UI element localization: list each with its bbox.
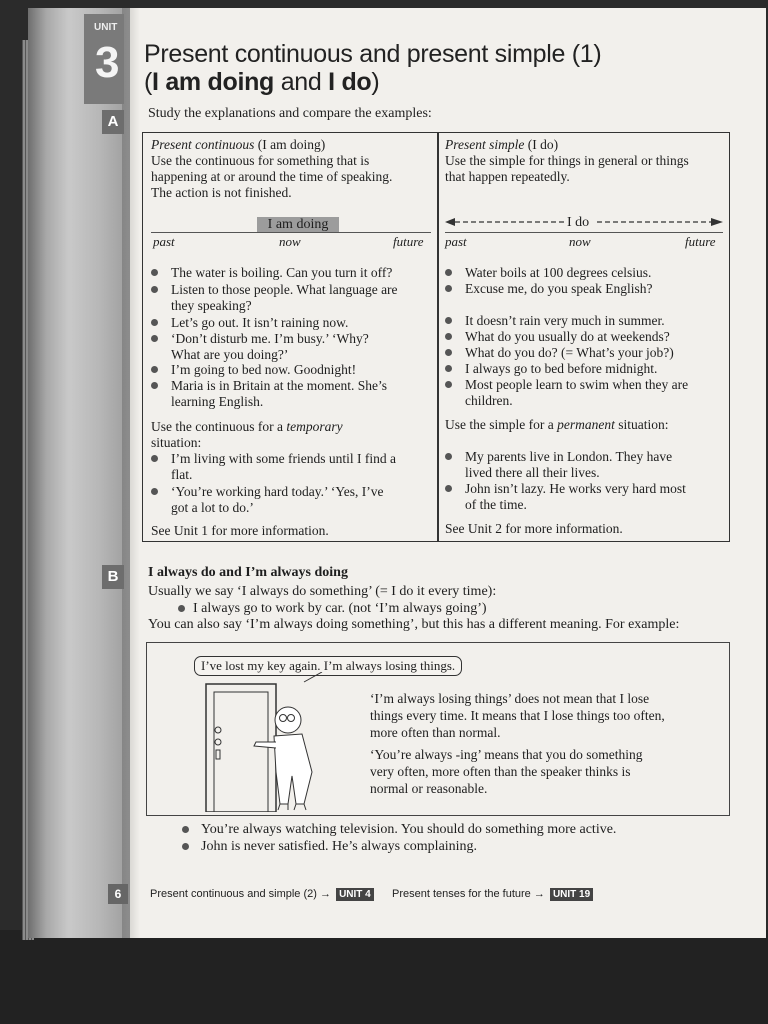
arrow-label: I do xyxy=(567,215,590,230)
list-item: John isn’t lazy. He works very hard most of the time. xyxy=(445,481,686,513)
right-desc-2: that happen repeatedly. xyxy=(445,169,570,184)
list-item: What do you do? (= What’s your job?) xyxy=(445,345,674,361)
unit-badge: UNIT 19 xyxy=(550,888,593,901)
timeline-future: future xyxy=(393,234,424,249)
list-item: Most people learn to swim when they are children. xyxy=(445,377,688,409)
timeline-now: now xyxy=(279,234,301,249)
list-item: I’m living with some friends until I find a flat. xyxy=(151,451,396,483)
list-item: John is never satisfied. He’s always complaining. xyxy=(182,839,477,855)
comparison-table xyxy=(142,132,730,542)
list-item: My parents live in London. They have lived there all their lives. xyxy=(445,449,672,481)
highlight-label: I am doing xyxy=(267,217,329,232)
section-b-line-3: You can also say ‘I’m always doing something’, but this has a different meaning. For example: xyxy=(148,617,680,632)
section-tab-a: A xyxy=(102,110,124,134)
list-item: Let’s go out. It isn’t raining now. xyxy=(151,315,348,331)
man-at-door-illustration xyxy=(196,672,366,812)
list-item: I always go to bed before midnight. xyxy=(445,361,657,377)
unit-word: UNIT xyxy=(94,22,118,33)
right-desc-1: Use the simple for things in general or things xyxy=(445,153,689,168)
right-heading: Present simple (I do) xyxy=(445,137,559,152)
temporary-note: Use the continuous for a temporary xyxy=(151,419,343,434)
section-b-example: I always go to work by car. (not ‘I’m always going’) xyxy=(178,601,487,617)
section-b-heading: I always do and I’m always doing xyxy=(148,565,348,580)
list-item: ‘Don’t disturb me. I’m busy.’ ‘Why? What are you doing?’ xyxy=(151,331,369,363)
left-heading: Present continuous (I am doing) xyxy=(151,137,326,152)
section-tab-b: B xyxy=(102,565,124,589)
list-item: The water is boiling. Can you turn it off? xyxy=(151,265,392,281)
timeline-line xyxy=(151,232,431,233)
section-b-line-1: Usually we say ‘I always do something’ (= I do it every time): xyxy=(148,584,497,599)
permanent-note: Use the simple for a permanent situation: xyxy=(445,417,669,432)
footer-link-2[interactable]: Present tenses for the future → UNIT 19 xyxy=(392,888,593,901)
unit-number: 3 xyxy=(95,38,120,87)
temporary-note-2: situation: xyxy=(151,435,202,450)
list-item: It doesn’t rain very much in summer. xyxy=(445,313,665,329)
intro-text: Study the explanations and compare the examples: xyxy=(148,106,432,121)
list-item: Excuse me, do you speak English? xyxy=(445,281,652,297)
table-divider xyxy=(437,133,439,541)
left-see-more: See Unit 1 for more information. xyxy=(151,523,329,538)
timeline-future: future xyxy=(685,234,716,249)
list-item: Water boils at 100 degrees celsius. xyxy=(445,265,651,281)
page-number: 6 xyxy=(108,884,128,904)
list-item: ‘You’re working hard today.’ ‘Yes, I’ve got a lot to do.’ xyxy=(151,484,383,516)
speech-bubble: I’ve lost my key again. I’m always losing things. xyxy=(194,656,462,676)
list-item: Listen to those people. What language are they speaking? xyxy=(151,282,398,314)
right-see-more: See Unit 2 for more information. xyxy=(445,521,623,536)
unit-badge: UNIT 4 xyxy=(336,888,374,901)
left-desc-1: Use the continuous for something that is xyxy=(151,153,370,168)
explanation-1: ‘I’m always losing things’ does not mean that I lose things every time. It means that I lose things too often, more often than normal. xyxy=(370,691,665,740)
footer-link-1[interactable]: Present continuous and simple (2) → UNIT 4 xyxy=(150,888,374,901)
list-item: Maria is in Britain at the moment. She’s learning English. xyxy=(151,378,387,410)
list-item: I’m going to bed now. Goodnight! xyxy=(151,362,356,378)
timeline-line xyxy=(445,232,723,233)
left-desc-3: The action is not finished. xyxy=(151,185,292,200)
left-desc-2: happening at or around the time of speaking. xyxy=(151,169,393,184)
title-line-1: Present continuous and present simple (1) xyxy=(144,40,602,68)
desk-surface xyxy=(0,930,768,1024)
title-line-2: (I am doing and I do) xyxy=(144,68,380,96)
list-item: You’re always watching television. You should do something more active. xyxy=(182,822,616,838)
timeline-now: now xyxy=(569,234,591,249)
list-item: What do you usually do at weekends? xyxy=(445,329,670,345)
explanation-2: ‘You’re always -ing’ means that you do something very often, more often than the speaker thinks is normal or reasonable. xyxy=(370,747,643,796)
page-title xyxy=(144,40,601,96)
page-margin-band xyxy=(28,8,130,938)
timeline-past: past xyxy=(445,234,467,249)
timeline-past: past xyxy=(153,234,175,249)
